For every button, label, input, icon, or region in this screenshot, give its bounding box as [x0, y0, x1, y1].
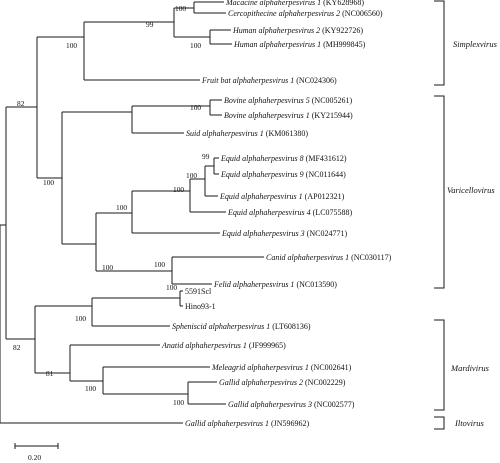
- bootstrap-value: 100: [173, 185, 185, 194]
- leaf-spheniscid: Spheniscid alphaherpesvirus 1 (LT608136): [172, 322, 311, 331]
- bootstrap-value: 100: [154, 260, 166, 269]
- leaf-5591scl: 5591Scl: [185, 287, 212, 296]
- bootstrap-value: 81: [46, 369, 54, 378]
- leaf-macacine: Macacine alphaherpesvirus 1 (KY628968): [226, 0, 364, 7]
- bootstrap-value: 100: [186, 171, 198, 180]
- leaf-bovine-5: Bovine alphaherpesvirus 5 (NC005261): [224, 96, 353, 105]
- leaf-suid: Suid alphaherpesvirus 1 (KM061380): [186, 129, 308, 138]
- leaf-human-1: Human alphaherpesvirus 1 (MH999845): [234, 40, 366, 49]
- leaf-gallid-1: Gallid alphaherpesvirus 1 (JN596962): [185, 419, 310, 428]
- bootstrap-value: 100: [66, 41, 78, 50]
- bootstrap-value: 100: [85, 384, 97, 393]
- leaf-equid-8: Equid alphaherpesvirus 8 (MF431612): [221, 154, 347, 163]
- leaf-human-2: Human alphaherpesvirus 2 (KY922726): [233, 26, 363, 35]
- bootstrap-value: 100: [166, 283, 178, 292]
- bootstrap-value: 82: [13, 343, 21, 352]
- bootstrap-value: 100: [116, 203, 128, 212]
- leaf-hino93-1: Hino93-1: [185, 302, 216, 311]
- bootstrap-value: 82: [17, 99, 25, 108]
- bracket-varicellovirus: [434, 96, 495, 288]
- leaf-bovine-1: Bovine alphaherpesvirus 1 (KY215944): [224, 111, 353, 120]
- bracket-mardivirus: [434, 320, 490, 410]
- tree-branches: [0, 2, 264, 423]
- bootstrap-value: 100: [75, 314, 87, 323]
- leaf-gallid-3: Gallid alphaherpesvirus 3 (NC002577): [228, 400, 355, 409]
- leaf-canid: Canid alphaherpesvirus 1 (NC030117): [266, 253, 392, 262]
- leaf-cercopithecine: Cercopithecine alphaherpesvirus 2 (NC006560): [228, 9, 383, 18]
- genus-label-varicellovirus: Varicellovirus: [447, 185, 495, 195]
- bootstrap-value: 99: [202, 152, 210, 161]
- leaf-anatid: Anatid alphaherpesvirus 1 (JF999965): [162, 341, 286, 350]
- bootstrap-value: 100: [190, 41, 202, 50]
- leaf-equid-4: Equid alphaherpesvirus 4 (LC075588): [228, 208, 353, 217]
- bootstrap-value: 100: [102, 263, 114, 272]
- bootstrap-value: 100: [173, 398, 185, 407]
- leaf-equid-3: Equid alphaherpesvirus 3 (NC024771): [222, 229, 348, 238]
- leaf-meleagrid: Meleagrid alphaherpesvirus 1 (NC002641): [212, 363, 352, 372]
- scale-bar: [15, 443, 58, 462]
- leaf-fruit-bat: Fruit bat alphaherpesvirus 1 (NC024306): [202, 76, 337, 85]
- bootstrap-value: 100: [175, 4, 187, 13]
- leaf-equid-1: Equid alphaherpesvirus 1 (AP012321): [220, 192, 345, 201]
- bracket-iltovirus: [434, 417, 484, 429]
- genus-brackets: [434, 1, 498, 429]
- bootstrap-value: 100: [43, 178, 55, 187]
- leaf-felid: Felid alphaherpesvirus 1 (NC013590): [214, 280, 337, 289]
- leaf-equid-9: Equid alphaherpesvirus 9 (NC011644): [221, 170, 346, 179]
- genus-label-mardivirus: Mardivirus: [451, 363, 489, 373]
- scale-bar-label: 0.20: [28, 453, 42, 462]
- bootstrap-value: 100: [190, 103, 202, 112]
- bracket-simplexvirus: [434, 1, 498, 85]
- leaf-labels: [161, 0, 392, 428]
- genus-label-iltovirus: Iltovirus: [455, 418, 484, 428]
- genus-label-simplexvirus: Simplexvirus: [453, 39, 497, 49]
- leaf-gallid-2: Gallid alphaherpesvirus 2 (NC002229): [219, 378, 346, 387]
- bootstrap-value: 99: [146, 20, 154, 29]
